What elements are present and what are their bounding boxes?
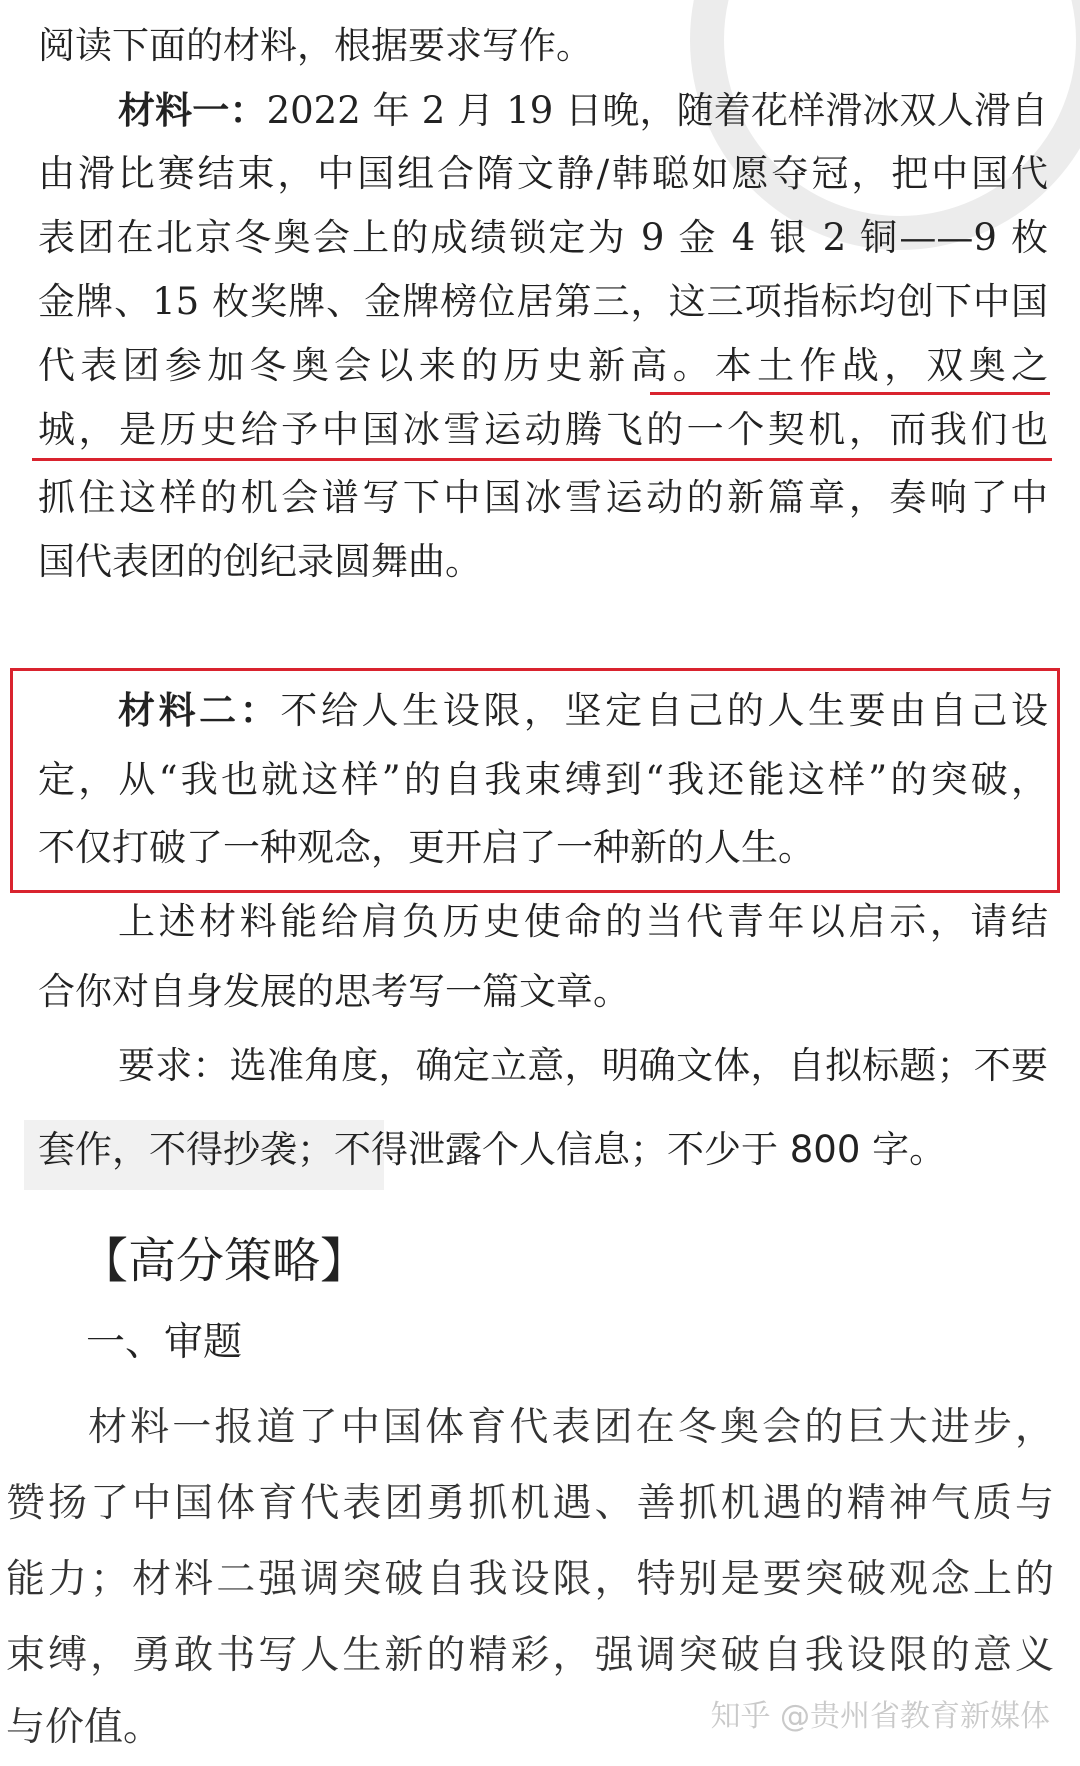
prompt-text-1: 上述材料能给肩负历史使命的当代青年以启示，请结 bbox=[118, 900, 1048, 943]
material1-text-7: 抓住这样的机会谱写下中国冰雪运动的新篇章，奏响了中 bbox=[38, 476, 1048, 519]
prompt-text-2: 合你对自身发展的思考写一篇文章。 bbox=[38, 970, 630, 1013]
material2-line-3 bbox=[38, 812, 1048, 884]
strategy-line-2 bbox=[6, 1466, 1054, 1542]
material1-line-6 bbox=[38, 394, 1048, 466]
prompt-line-3 bbox=[118, 1030, 1048, 1102]
strategy-text-3: 能力；材料二强调突破自我设限，特别是要突破观念上的 bbox=[6, 1557, 1054, 1602]
material1-line-4 bbox=[38, 266, 1048, 338]
prompt-line-2 bbox=[38, 956, 1048, 1028]
strategy-text-4: 束缚，勇敢书写人生新的精彩，强调突破自我设限的意义 bbox=[6, 1633, 1054, 1678]
strategy-line-3 bbox=[6, 1542, 1054, 1618]
material1-text-1: 2022 年 2 月 19 日晚，随着花样滑冰双人滑自 bbox=[266, 89, 1048, 132]
material1-line-8 bbox=[38, 526, 1048, 598]
strategy-text-2: 赞扬了中国体育代表团勇抓机遇、善抓机遇的精神气质与 bbox=[6, 1481, 1054, 1526]
prompt-line-4 bbox=[38, 1114, 1048, 1186]
intro-text: 阅读下面的材料，根据要求写作。 bbox=[38, 24, 593, 67]
material1-line-1 bbox=[118, 74, 1048, 146]
material2-text-1: 不给人生设限，坚定自己的人生要由自己设 bbox=[280, 689, 1049, 732]
material1-text-2: 由滑比赛结束，中国组合隋文静/韩聪如愿夺冠，把中国代 bbox=[38, 152, 1048, 195]
strategy-text-1: 材料一报道了中国体育代表团在冬奥会的巨大进步， bbox=[88, 1405, 1054, 1450]
strategy-line-1 bbox=[88, 1390, 1054, 1466]
material2-label: 材料二： bbox=[118, 688, 281, 732]
watermark-text: 知乎 @贵州省教育新媒体 bbox=[710, 1699, 1050, 1734]
material2-line-2 bbox=[38, 744, 1048, 816]
material1-text-6: 城，是历史给予中国冰雪运动腾飞的一个契机，而我们也 bbox=[38, 408, 1048, 451]
strategy-line-4 bbox=[6, 1618, 1054, 1694]
material1-highlight-start: 本土作战，双奥之 bbox=[714, 344, 1049, 387]
material2-line-1 bbox=[118, 674, 1048, 746]
material1-label: 材料一： bbox=[118, 88, 267, 132]
material1-line-2 bbox=[38, 138, 1048, 210]
material1-line-3 bbox=[38, 202, 1048, 274]
material1-text-3: 表团在北京冬奥会上的成绩锁定为 9 金 4 银 2 铜——9 枚 bbox=[38, 216, 1048, 259]
prompt-text-4: 套作，不得抄袭；不得泄露个人信息；不少于 800 字。 bbox=[38, 1128, 947, 1171]
material1-text-5: 代表团参加冬奥会以来的历史新高。 bbox=[38, 344, 715, 387]
prompt-text-3: 要求：选准角度，确定立意，明确文体，自拟标题；不要 bbox=[118, 1044, 1048, 1087]
material1-line-7 bbox=[38, 462, 1048, 534]
material1-text-8: 国代表团的创纪录圆舞曲。 bbox=[38, 540, 482, 583]
intro-line bbox=[38, 10, 1048, 82]
prompt-line-1 bbox=[118, 886, 1048, 958]
material2-text-3: 不仅打破了一种观念，更开启了一种新的人生。 bbox=[38, 826, 815, 869]
material2-text-2: 定，从“我也就这样”的自我束缚到“我还能这样”的突破， bbox=[38, 758, 1048, 801]
material1-text-4: 金牌、15 枚奖牌、金牌榜位居第三，这三项指标均创下中国 bbox=[38, 280, 1048, 323]
strategy-heading: 【高分策略】 bbox=[80, 1233, 369, 1289]
highlight-underline-2 bbox=[32, 458, 1052, 461]
strategy-text-5: 与价值。 bbox=[6, 1705, 163, 1750]
strategy-subheading: 一、审题 bbox=[86, 1320, 243, 1365]
